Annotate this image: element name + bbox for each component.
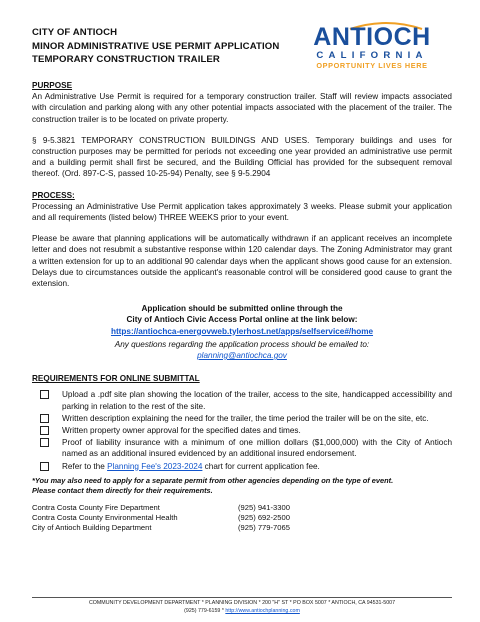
antioch-logo <box>292 24 452 80</box>
questions-text: Any questions regarding the application process should be emailed to: <box>114 339 370 349</box>
requirements-heading: REQUIREMENTS FOR ONLINE SUBMITTAL <box>32 374 200 384</box>
contact-phone: (925) 941-3300 <box>238 502 290 512</box>
title-line-2: MINOR ADMINISTRATIVE USE PERMIT APPLICATION <box>32 40 280 52</box>
checkbox-icon <box>40 414 49 423</box>
requirement-text: Upload a .pdf site plan showing the location of the trailer, access to the site, handicapped accessibility and parking in relation to the rest of the site. <box>62 390 452 411</box>
note-line-1: *You may also need to apply for a separate permit from other agencies depending on the type of event. <box>32 475 394 485</box>
contact-row <box>32 513 452 523</box>
online-line-1: Application should be submitted online through the <box>141 304 343 314</box>
footer-line-2 <box>32 607 452 615</box>
checkbox-icon <box>40 426 49 435</box>
purpose-paragraph: An Administrative Use Permit is required for a temporary construction trailer. Staff will review impacts associated with circulation and parking along with any other potential impacts associated with the placement of the trailer. The construction trailer is to be located on private property. <box>32 92 452 124</box>
list-item <box>40 389 452 411</box>
list-item <box>40 437 452 459</box>
contact-phone: (925) 779-7065 <box>238 522 290 532</box>
agency-note <box>32 476 452 496</box>
list-item <box>40 461 452 472</box>
process-paragraph: Processing an Administrative Use Permit application takes approximately 3 weeks. Please submit your application and all requirements (listed below) THREE WEEKS prior to your event. <box>32 201 452 223</box>
code-paragraph: § 9-5.3821 TEMPORARY CONSTRUCTION BUILDINGS AND USES. Temporary buildings and uses for construction purposes may be permitted for periods not exceeding one year provided an administrative use permit and a building permit shall first be secured, and the Building Official has provided for the subsequent removal thereof. (Ord. 897-C-S, passed 10-25-94) Penalty, see § 9-5.2904 <box>32 135 452 179</box>
footer-line-1: COMMUNITY DEVELOPMENT DEPARTMENT * PLANNING DIVISION * 200 "H" ST * PO BOX 5007 * ANTIOCH, CA 94531-5007 <box>88 600 396 606</box>
requirements-list <box>32 389 452 471</box>
contact-row <box>32 503 452 513</box>
process-heading: PROCESS: <box>32 190 75 200</box>
contact-name: Contra Costa County Fire Department <box>32 502 160 512</box>
checkbox-icon <box>40 438 49 447</box>
requirement-text: Written description explaining the need for the trailer, the time period the trailer will be on the site, etc. <box>62 413 429 423</box>
contact-name: City of Antioch Building Department <box>32 522 152 532</box>
logo-tagline: OPPORTUNITY LIVES HERE <box>316 61 428 70</box>
list-item <box>40 413 452 424</box>
fee-prefix: Refer to the <box>62 461 108 471</box>
note-line-2: Please contact them directly for their requirements. <box>32 485 213 495</box>
contact-row <box>32 523 452 533</box>
online-line-2: City of Antioch Civic Access Portal online at the link below: <box>126 315 358 325</box>
portal-link[interactable]: https://antiochca-energovweb.tylerhost.net/apps/selfservice#/home <box>110 326 374 336</box>
purpose-heading: PURPOSE <box>32 81 73 90</box>
logo-city: ANTIOCH <box>313 23 431 51</box>
footer-website-link[interactable]: http://www.antiochplanning.com <box>225 608 300 614</box>
online-submission-block <box>32 303 452 361</box>
fee-suffix: chart for current application fee. <box>202 461 320 471</box>
title-line-1: CITY OF ANTIOCH <box>32 27 118 38</box>
planning-email-link[interactable]: planning@antiochca.gov <box>197 351 287 361</box>
withdraw-paragraph: Please be aware that planning applications will be automatically withdrawn if an applicant receives an incomplete letter and does not resubmit a substantive response within 120 calendar days. The Zoning Administrator may grant a written extension for up to an additional 90 calendar days when the applicant shows good cause for an extension. Delays due to circumstances outside the applicant's reasonable control will be considered good cause to grant the extension. <box>32 234 452 289</box>
list-item <box>40 425 452 436</box>
requirement-text: Proof of liability insurance with a minimum of one million dollars ($1,000,000) with the City of Antioch named as an additional insured evidenced by an additional insured endorsement. <box>62 438 452 459</box>
logo-state: CALIFORNIA <box>316 50 428 61</box>
planning-fee-link[interactable]: Planning Fee's 2023-2024 <box>107 461 203 471</box>
contact-phone: (925) 692-2500 <box>238 512 290 522</box>
title-line-3: TEMPORARY CONSTRUCTION TRAILER <box>32 54 220 66</box>
footer-phone: (925) 779-6159 * <box>184 608 226 614</box>
requirement-text: Written property owner approval for the specified dates and times. <box>62 426 301 436</box>
contacts-table <box>32 503 452 533</box>
checkbox-icon <box>40 390 49 399</box>
contact-name: Contra Costa County Environmental Health <box>32 512 178 522</box>
document-body <box>32 80 452 533</box>
checkbox-icon <box>40 462 49 471</box>
document-header <box>32 23 452 74</box>
page-footer <box>32 597 452 615</box>
